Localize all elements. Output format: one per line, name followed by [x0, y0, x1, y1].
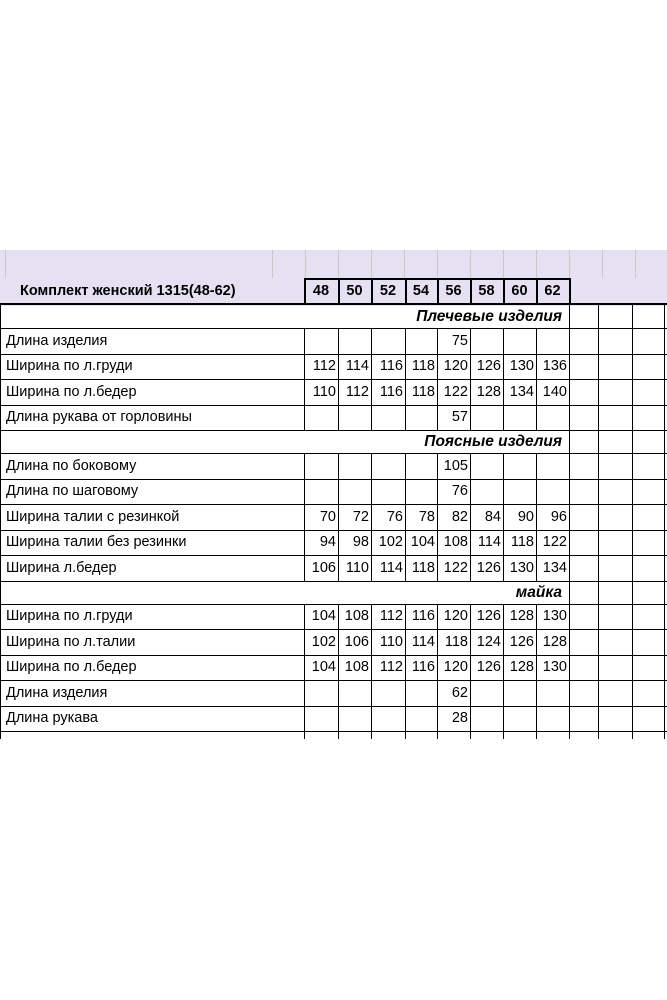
measurement-label: Ширина по л.бедер — [6, 383, 137, 400]
measurement-label: Ширина по л.груди — [6, 358, 133, 375]
measurement-value — [371, 706, 405, 732]
sheet-gridline — [272, 250, 273, 278]
measurement-label: Ширина л.бедер — [6, 559, 117, 576]
measurement-value: 126 — [476, 608, 501, 625]
section-title: майка — [515, 583, 562, 601]
sheet-left-border — [0, 305, 1, 328]
measurement-value: 112 — [312, 358, 336, 375]
measurement-value: 110 — [312, 383, 336, 400]
column-divider — [503, 328, 504, 430]
header-size-divider — [338, 278, 340, 303]
column-divider — [371, 453, 372, 581]
measurement-value: 126 — [476, 659, 501, 676]
measurement-value — [503, 328, 536, 354]
measurement-label: Длина изделия — [6, 684, 108, 701]
sheet-gridline — [305, 250, 306, 278]
measurement-label: Ширина по л.бедер — [6, 659, 137, 676]
header-row — [0, 278, 667, 303]
header-size-divider — [437, 278, 439, 303]
table-row — [0, 379, 667, 405]
column-divider — [470, 731, 471, 739]
measurement-value: 118 — [444, 633, 468, 650]
column-divider — [405, 604, 406, 732]
measurement-value — [338, 706, 371, 732]
size-chart-sheet — [0, 250, 667, 750]
column-divider — [470, 328, 471, 430]
column-divider — [536, 328, 537, 430]
measurement-value: 134 — [509, 383, 534, 400]
sheet-gridline — [602, 250, 603, 278]
column-divider — [437, 453, 438, 581]
measurement-value: 120 — [443, 608, 468, 625]
measurement-value: 76 — [386, 508, 403, 525]
column-divider — [664, 453, 665, 581]
column-divider — [664, 430, 665, 453]
header-size-divider — [503, 278, 505, 303]
size-header-cell: 50 — [346, 282, 363, 299]
measurement-value: 122 — [443, 383, 468, 400]
measurement-value: 114 — [411, 633, 435, 650]
column-divider — [371, 604, 372, 732]
measurement-value — [371, 680, 405, 706]
measurement-value: 126 — [509, 633, 534, 650]
measurement-value — [503, 479, 536, 505]
measurement-value: 84 — [484, 508, 501, 525]
column-divider — [437, 328, 438, 430]
measurement-value: 62 — [451, 684, 468, 701]
measurement-value — [536, 680, 569, 706]
column-divider — [632, 430, 633, 453]
table-row — [0, 680, 667, 706]
measurement-label: Ширина талии с резинкой — [6, 508, 180, 525]
column-divider — [437, 604, 438, 732]
measurement-value — [371, 453, 405, 479]
column-divider — [632, 328, 633, 430]
measurement-value: 116 — [379, 358, 403, 375]
measurement-value: 128 — [476, 383, 501, 400]
column-divider — [664, 731, 665, 739]
row-border — [0, 581, 667, 582]
measurement-value: 122 — [443, 559, 468, 576]
sheet-gridline — [437, 250, 438, 278]
column-divider — [304, 731, 305, 739]
measurement-value: 128 — [509, 659, 534, 676]
table-row — [0, 629, 667, 655]
measurement-value — [338, 680, 371, 706]
measurement-value: 106 — [311, 559, 336, 576]
column-divider — [598, 604, 599, 732]
table-row — [0, 530, 667, 556]
measurement-value — [405, 706, 437, 732]
measurement-value: 104 — [410, 534, 435, 551]
column-divider — [503, 604, 504, 732]
measurement-value — [371, 479, 405, 505]
column-divider — [664, 581, 665, 604]
measurement-value: 28 — [451, 710, 468, 727]
measurement-value — [338, 405, 371, 431]
column-divider — [304, 604, 305, 732]
measurement-value — [405, 405, 437, 431]
measurement-value: 76 — [451, 483, 468, 500]
table-row — [0, 354, 667, 380]
measurement-value: 112 — [345, 383, 369, 400]
column-divider — [338, 328, 339, 430]
measurement-value: 118 — [411, 559, 435, 576]
sheet-gridline — [503, 250, 504, 278]
measurement-label: Ширина по л.груди — [6, 608, 133, 625]
size-header-cell: 60 — [511, 282, 528, 299]
measurement-value — [536, 405, 569, 431]
column-divider — [632, 305, 633, 328]
row-border — [0, 430, 667, 431]
header-size-divider — [304, 278, 306, 303]
column-divider — [598, 328, 599, 430]
column-divider — [632, 731, 633, 739]
measurement-label: Длина рукава — [6, 710, 98, 727]
row-border — [0, 731, 667, 732]
measurement-value — [304, 706, 338, 732]
measurement-value — [304, 453, 338, 479]
measurement-value: 102 — [378, 534, 403, 551]
column-divider — [470, 604, 471, 732]
column-divider — [598, 453, 599, 581]
column-divider — [569, 305, 570, 328]
measurement-value — [470, 328, 503, 354]
size-header-cell: 62 — [544, 282, 561, 299]
measurement-value — [371, 328, 405, 354]
measurement-value: 108 — [344, 608, 369, 625]
header-size-divider — [569, 278, 571, 303]
measurement-value: 114 — [477, 534, 501, 551]
measurement-value — [371, 405, 405, 431]
measurement-value: 110 — [379, 633, 403, 650]
measurement-value — [470, 479, 503, 505]
measurement-value — [536, 706, 569, 732]
table-row — [0, 706, 667, 732]
measurement-value: 122 — [542, 534, 567, 551]
measurement-value: 130 — [509, 559, 534, 576]
measurement-value: 140 — [542, 383, 567, 400]
measurement-value: 130 — [542, 659, 567, 676]
measurement-value — [536, 328, 569, 354]
measurement-value: 136 — [542, 358, 567, 375]
measurement-value: 128 — [542, 633, 567, 650]
sheet-gridline — [404, 250, 405, 278]
measurement-value: 106 — [344, 633, 369, 650]
column-divider — [598, 430, 599, 453]
measurement-value: 102 — [311, 633, 336, 650]
measurement-value: 120 — [443, 358, 468, 375]
measurement-value — [503, 405, 536, 431]
column-divider — [338, 731, 339, 739]
measurement-value — [470, 405, 503, 431]
column-divider — [405, 328, 406, 430]
measurement-value — [338, 453, 371, 479]
table-row — [0, 655, 667, 681]
measurement-label: Длина изделия — [6, 332, 108, 349]
column-divider — [632, 581, 633, 604]
column-divider — [304, 453, 305, 581]
column-divider — [338, 453, 339, 581]
table-row — [0, 604, 667, 630]
table-row — [0, 555, 667, 581]
measurement-value: 72 — [352, 508, 369, 525]
size-header-cell: 56 — [445, 282, 462, 299]
column-divider — [598, 581, 599, 604]
table-row — [0, 405, 667, 431]
measurement-value: 118 — [411, 383, 435, 400]
sheet-left-border — [0, 581, 1, 604]
measurement-value — [470, 453, 503, 479]
measurement-value — [503, 680, 536, 706]
measurement-value — [304, 405, 338, 431]
measurement-value: 116 — [379, 383, 403, 400]
column-divider — [437, 731, 438, 739]
size-header-cell: 54 — [412, 282, 430, 299]
table-row — [0, 453, 667, 479]
measurement-label: Длина по боковому — [6, 457, 137, 474]
measurement-value — [405, 479, 437, 505]
measurement-value: 118 — [510, 534, 534, 551]
header-border-bottom — [0, 303, 667, 305]
measurement-value — [536, 479, 569, 505]
measurement-value: 104 — [311, 608, 336, 625]
column-divider — [371, 731, 372, 739]
measurement-value: 134 — [542, 559, 567, 576]
measurement-value — [536, 453, 569, 479]
header-size-divider — [405, 278, 407, 303]
column-divider — [569, 328, 570, 430]
measurement-value — [304, 479, 338, 505]
column-divider — [536, 604, 537, 732]
header-size-divider — [470, 278, 472, 303]
measurement-value: 116 — [411, 659, 435, 676]
measurement-value — [405, 453, 437, 479]
measurement-value — [470, 706, 503, 732]
column-divider — [536, 453, 537, 581]
measurement-value — [470, 680, 503, 706]
column-divider — [470, 453, 471, 581]
measurement-value: 78 — [418, 508, 435, 525]
sheet-gridline — [569, 250, 570, 278]
measurement-value: 108 — [443, 534, 468, 551]
sheet-gridline — [5, 250, 6, 278]
section-title: Плечевые изделия — [416, 308, 562, 325]
measurement-value — [405, 680, 437, 706]
measurement-value: 116 — [411, 608, 435, 625]
measurement-value: 75 — [451, 332, 468, 349]
measurement-value: 90 — [517, 508, 534, 525]
header-size-divider — [536, 278, 538, 303]
header-size-divider — [371, 278, 373, 303]
measurement-label: Ширина по л.талии — [6, 633, 136, 650]
sheet-gridline — [470, 250, 471, 278]
measurement-value — [503, 453, 536, 479]
measurement-label: Ширина талии без резинки — [6, 534, 187, 551]
measurement-value: 112 — [379, 608, 403, 625]
measurement-value: 104 — [311, 659, 336, 676]
measurement-value — [338, 328, 371, 354]
column-divider — [503, 731, 504, 739]
measurement-value — [304, 328, 338, 354]
column-divider — [569, 731, 570, 739]
measurement-value: 82 — [451, 508, 468, 525]
sheet-gridline — [338, 250, 339, 278]
column-divider — [0, 604, 1, 732]
measurement-value: 57 — [451, 409, 468, 426]
size-header-cell: 52 — [379, 282, 397, 299]
column-divider — [664, 604, 665, 732]
size-header-cell: 58 — [478, 282, 495, 299]
column-divider — [536, 731, 537, 739]
measurement-value — [338, 479, 371, 505]
size-header-cell: 48 — [312, 282, 330, 299]
column-divider — [569, 581, 570, 604]
measurement-value — [304, 680, 338, 706]
sheet-gridline — [536, 250, 537, 278]
measurement-value: 70 — [319, 508, 336, 525]
column-divider — [664, 305, 665, 328]
measurement-value: 120 — [443, 659, 468, 676]
table-row — [0, 328, 667, 354]
measurement-label: Длина по шаговому — [6, 483, 139, 500]
column-divider — [632, 604, 633, 732]
measurement-value — [503, 706, 536, 732]
column-divider — [569, 604, 570, 732]
sheet-left-border — [0, 430, 1, 453]
measurement-value: 118 — [411, 358, 435, 375]
measurement-value: 110 — [345, 559, 369, 576]
product-title: Комплект женский 1315(48-62) — [20, 282, 236, 299]
column-divider — [569, 430, 570, 453]
column-divider — [598, 305, 599, 328]
measurement-value: 114 — [379, 559, 403, 576]
measurement-value: 105 — [443, 457, 468, 474]
column-divider — [664, 328, 665, 430]
measurement-value: 108 — [344, 659, 369, 676]
sheet-gridline — [371, 250, 372, 278]
column-divider — [371, 328, 372, 430]
measurement-value: 98 — [352, 534, 369, 551]
measurement-label: Длина рукава от горловины — [6, 409, 192, 426]
column-divider — [0, 453, 1, 581]
measurement-value: 130 — [509, 358, 534, 375]
section-title: Поясные изделия — [424, 433, 562, 450]
column-divider — [0, 731, 1, 739]
column-divider — [405, 731, 406, 739]
measurement-value: 126 — [476, 358, 501, 375]
measurement-value: 126 — [476, 559, 501, 576]
table-row — [0, 504, 667, 530]
measurement-value: 96 — [550, 508, 567, 525]
measurement-value: 112 — [379, 659, 403, 676]
measurement-value: 94 — [319, 534, 336, 551]
column-divider — [0, 328, 1, 430]
sheet-gridline — [635, 250, 636, 278]
column-divider — [338, 604, 339, 732]
measurement-value: 130 — [542, 608, 567, 625]
measurement-value: 124 — [476, 633, 501, 650]
column-divider — [569, 453, 570, 581]
measurement-value — [405, 328, 437, 354]
measurement-value: 128 — [509, 608, 534, 625]
column-divider — [632, 453, 633, 581]
column-divider — [405, 453, 406, 581]
column-divider — [503, 453, 504, 581]
column-divider — [304, 328, 305, 430]
column-divider — [598, 731, 599, 739]
measurement-value: 114 — [345, 358, 369, 375]
table-row — [0, 479, 667, 505]
